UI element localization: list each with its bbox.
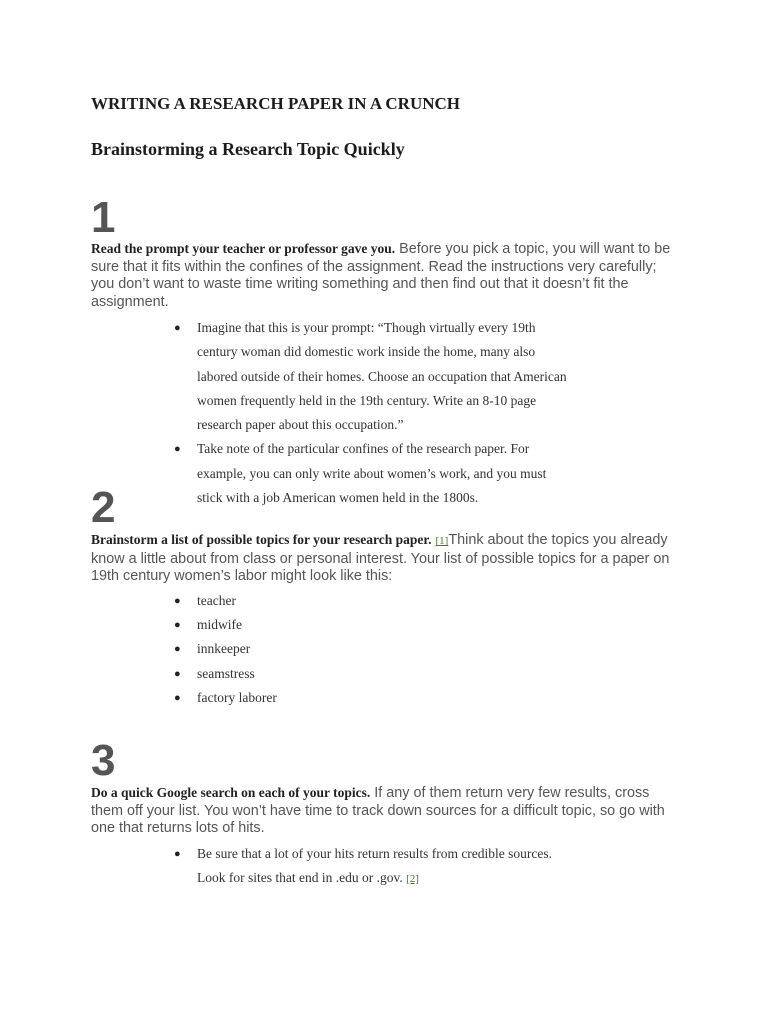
bullet-icon: ● — [174, 692, 181, 705]
step-paragraph — [91, 240, 681, 311]
step-paragraph — [91, 784, 681, 838]
step-body: If any of them return very few results, cross them off your list. You won’t have time to track down sources for a difficult topic, so go with one that returns lots of hits. — [91, 785, 665, 836]
bullet-icon: ● — [174, 847, 181, 860]
step-lead: Read the prompt your teacher or professor gave you. — [91, 241, 396, 256]
step-lead: Do a quick Google search on each of your topics. — [91, 785, 371, 800]
list-item — [91, 686, 567, 710]
step-1 — [91, 193, 681, 510]
list-item — [91, 637, 567, 661]
step-number: 3 — [91, 736, 116, 785]
list-item-text: innkeeper — [197, 641, 251, 657]
list-item-text: factory laborer — [197, 690, 277, 706]
step-3 — [91, 736, 681, 891]
step-number: 1 — [91, 193, 116, 242]
list-item-text: Be sure that a lot of your hits return results from credible sources. Look for sites that end in .edu or .gov. — [197, 845, 553, 885]
list-item-text: teacher — [197, 592, 236, 608]
list-item — [91, 613, 567, 637]
footnote-link[interactable]: [1] — [435, 535, 449, 547]
list-item-text: Imagine that this is your prompt: “Though virtually every 19th century woman did domestic work inside the home, many also labored outside of their homes. Choose an occupation that American women frequently held in the 19th century. Write an 8-10 page research paper about this occupation.” — [197, 320, 567, 433]
list-item-text: Take note of the particular confines of the research paper. For example, you can only write about women’s work, and you must stick with a job American women held in the 1800s. — [197, 441, 547, 506]
list-item-text: midwife — [197, 616, 242, 632]
list-item — [91, 662, 567, 686]
section-heading: Brainstorming a Research Topic Quickly — [91, 139, 405, 159]
bullet-icon: ● — [174, 443, 181, 456]
list-item — [91, 842, 567, 892]
footnote-link[interactable]: [2] — [406, 872, 419, 885]
step-2 — [91, 483, 681, 711]
bullet-list — [91, 316, 681, 510]
list-item — [91, 316, 567, 437]
bullet-icon: ● — [174, 594, 181, 607]
step-body: Before you pick a topic, you will want to be sure that it fits within the confines of the assignment. Read the instructions very carefully; you don’t want to waste time writing something and then find out that it doesn’t fit the assignment. — [91, 241, 671, 310]
list-item — [91, 589, 567, 613]
document-title: WRITING A RESEARCH PAPER IN A CRUNCH — [91, 94, 461, 113]
step-paragraph — [91, 531, 681, 586]
bullet-list — [91, 842, 681, 892]
step-body: Think about the topics you already know a little about from class or personal interest. Your list of possible topics for a paper on 19th century women’s labor might look like this: — [91, 532, 670, 584]
bullet-icon: ● — [174, 618, 181, 631]
bullet-icon: ● — [174, 667, 181, 680]
step-number: 2 — [91, 483, 116, 532]
bullet-list — [91, 589, 681, 711]
bullet-icon: ● — [174, 643, 181, 656]
step-lead: Brainstorm a list of possible topics for your research paper. — [91, 532, 432, 547]
bullet-icon: ● — [174, 322, 181, 334]
list-item-text: seamstress — [197, 665, 255, 681]
